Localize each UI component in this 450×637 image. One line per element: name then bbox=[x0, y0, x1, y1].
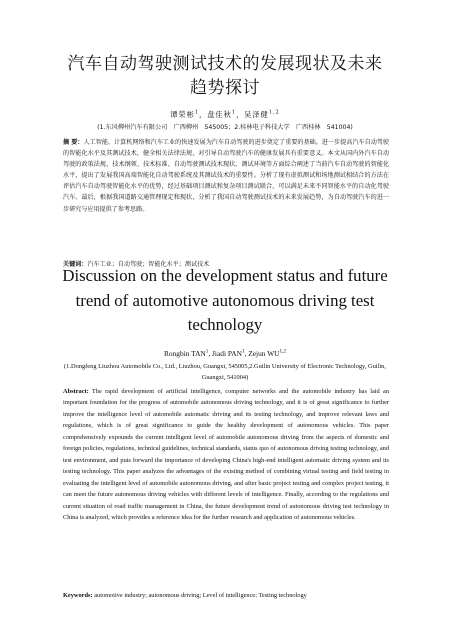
chinese-keywords-label: 关键词： bbox=[63, 261, 88, 268]
chinese-affiliation: (1.东风柳州汽车有限公司 广西柳州 545005；2.桂林电子科技大学 广西桂林 541004) bbox=[97, 124, 353, 131]
author-3-affil: 1,2 bbox=[279, 348, 286, 355]
author-3-affil: 1,2 bbox=[268, 109, 280, 116]
chinese-abstract-label: 摘 要： bbox=[63, 139, 84, 146]
chinese-title: 汽车自动驾驶测试技术的发展现状及未来趋势探讨 bbox=[67, 54, 383, 98]
author-1-affil: 1 bbox=[205, 348, 209, 355]
english-abstract bbox=[63, 386, 389, 523]
author-2-affil: 1 bbox=[241, 348, 245, 355]
english-affiliation: (1.Dongfeng Liuzhou Automobile Co., Ltd., Liuzhou, Guangxi, 545005,2.Guilin University of Electronic Technology, Guilin, Guangxi, 541004) bbox=[64, 363, 386, 381]
author-2: , Jiadi PAN bbox=[208, 349, 242, 358]
english-keywords bbox=[63, 590, 389, 601]
author-3: , Zejun WU bbox=[244, 349, 280, 358]
english-authors bbox=[0, 349, 450, 358]
english-abstract-label: Abstract: bbox=[63, 388, 89, 395]
english-title: Discussion on the development status and future trend of automotive autonomous driving test technology bbox=[62, 266, 388, 334]
author-2: ，盘佳秋 bbox=[199, 110, 232, 119]
chinese-keywords-text: 汽车工业；自动驾驶；智能化水平；测试技术 bbox=[87, 261, 210, 268]
author-1: 谭荣彬 bbox=[170, 110, 195, 119]
chinese-authors bbox=[0, 110, 450, 120]
english-keywords-text: automotive industry; autonomous driving; Level of intelligence; Testing technology bbox=[94, 592, 307, 599]
chinese-abstract-text: 人工智能、计算机网络和汽车工业的快速发展为汽车自动驾驶的进步奠定了重要的基础。进一步提高汽车自动驾驶的智能化水平及其测试技术，健全相关法律法规，对引导自动驾驶汽车的健康发展具有重要意义。本文从国内外汽车自动驾驶的政策法规、技术纲领、技术标准、自动驾驶测试技术现状、测试环境等方面综合阐述了当前汽车自动驾驶的智能化水平，提出了发展我国高端智能化自动驾驶系统及其测试技术的重要性。分析了现有虚拟测试和场地测试相结合的方法在评估汽车自动驾驶智能化水平的优势，经过基础项目测试和复杂项目测试联合，可以满足未来不同智能水平的自动化驾驶汽车。最后，根据我国道路交通管理现定和现状，分析了我国自动驾驶测试技术的未来发展趋势，为自动驾驶汽车的进一步研究与应用提供了参考思路。 bbox=[63, 139, 390, 213]
author-1: Rongbin TAN bbox=[163, 349, 206, 358]
english-abstract-text: The rapid development of artificial intelligence, computer networks and the automobile industry has laid an important foundation for the progress of automobile autonomous driving technology, and it is of great significance to further improve the intelligence level of automobile automatic driving and its testing technology, and improve relevant laws and regulations, which is of great significance to guide the healthy development of autonomous vehicles. This paper comprehensively expounds the current intelligent level of automobile autonomous driving from the aspects of domestic and foreign policies, regulations, technical guidelines, technical standards, status quo of autonomous driving testing technology, and test environment, and puts forward the importance of developing China's high-end intelligent automatic driving system and its testing technology. This paper analyzes the advantages of the existing method of combining virtual testing and field testing in evaluating the intelligent level of automobile autonomous driving, and after basic project testing and complex project testing, it can meet the future autonomous driving vehicles with different levels of intelligence. Finally, according to the regulations and current situation of road traffic management in China, the future development trend of autonomous driving test technology in China is analyzed, which provides a reference idea for the further research and application of autonomous vehicles. bbox=[63, 388, 389, 521]
author-1-affil: 1 bbox=[194, 109, 200, 116]
english-keywords-label: Keywords: bbox=[63, 592, 93, 599]
author-2-affil: 1 bbox=[231, 109, 236, 116]
author-3: ，吴泽健 bbox=[235, 110, 269, 119]
chinese-abstract bbox=[63, 137, 389, 215]
